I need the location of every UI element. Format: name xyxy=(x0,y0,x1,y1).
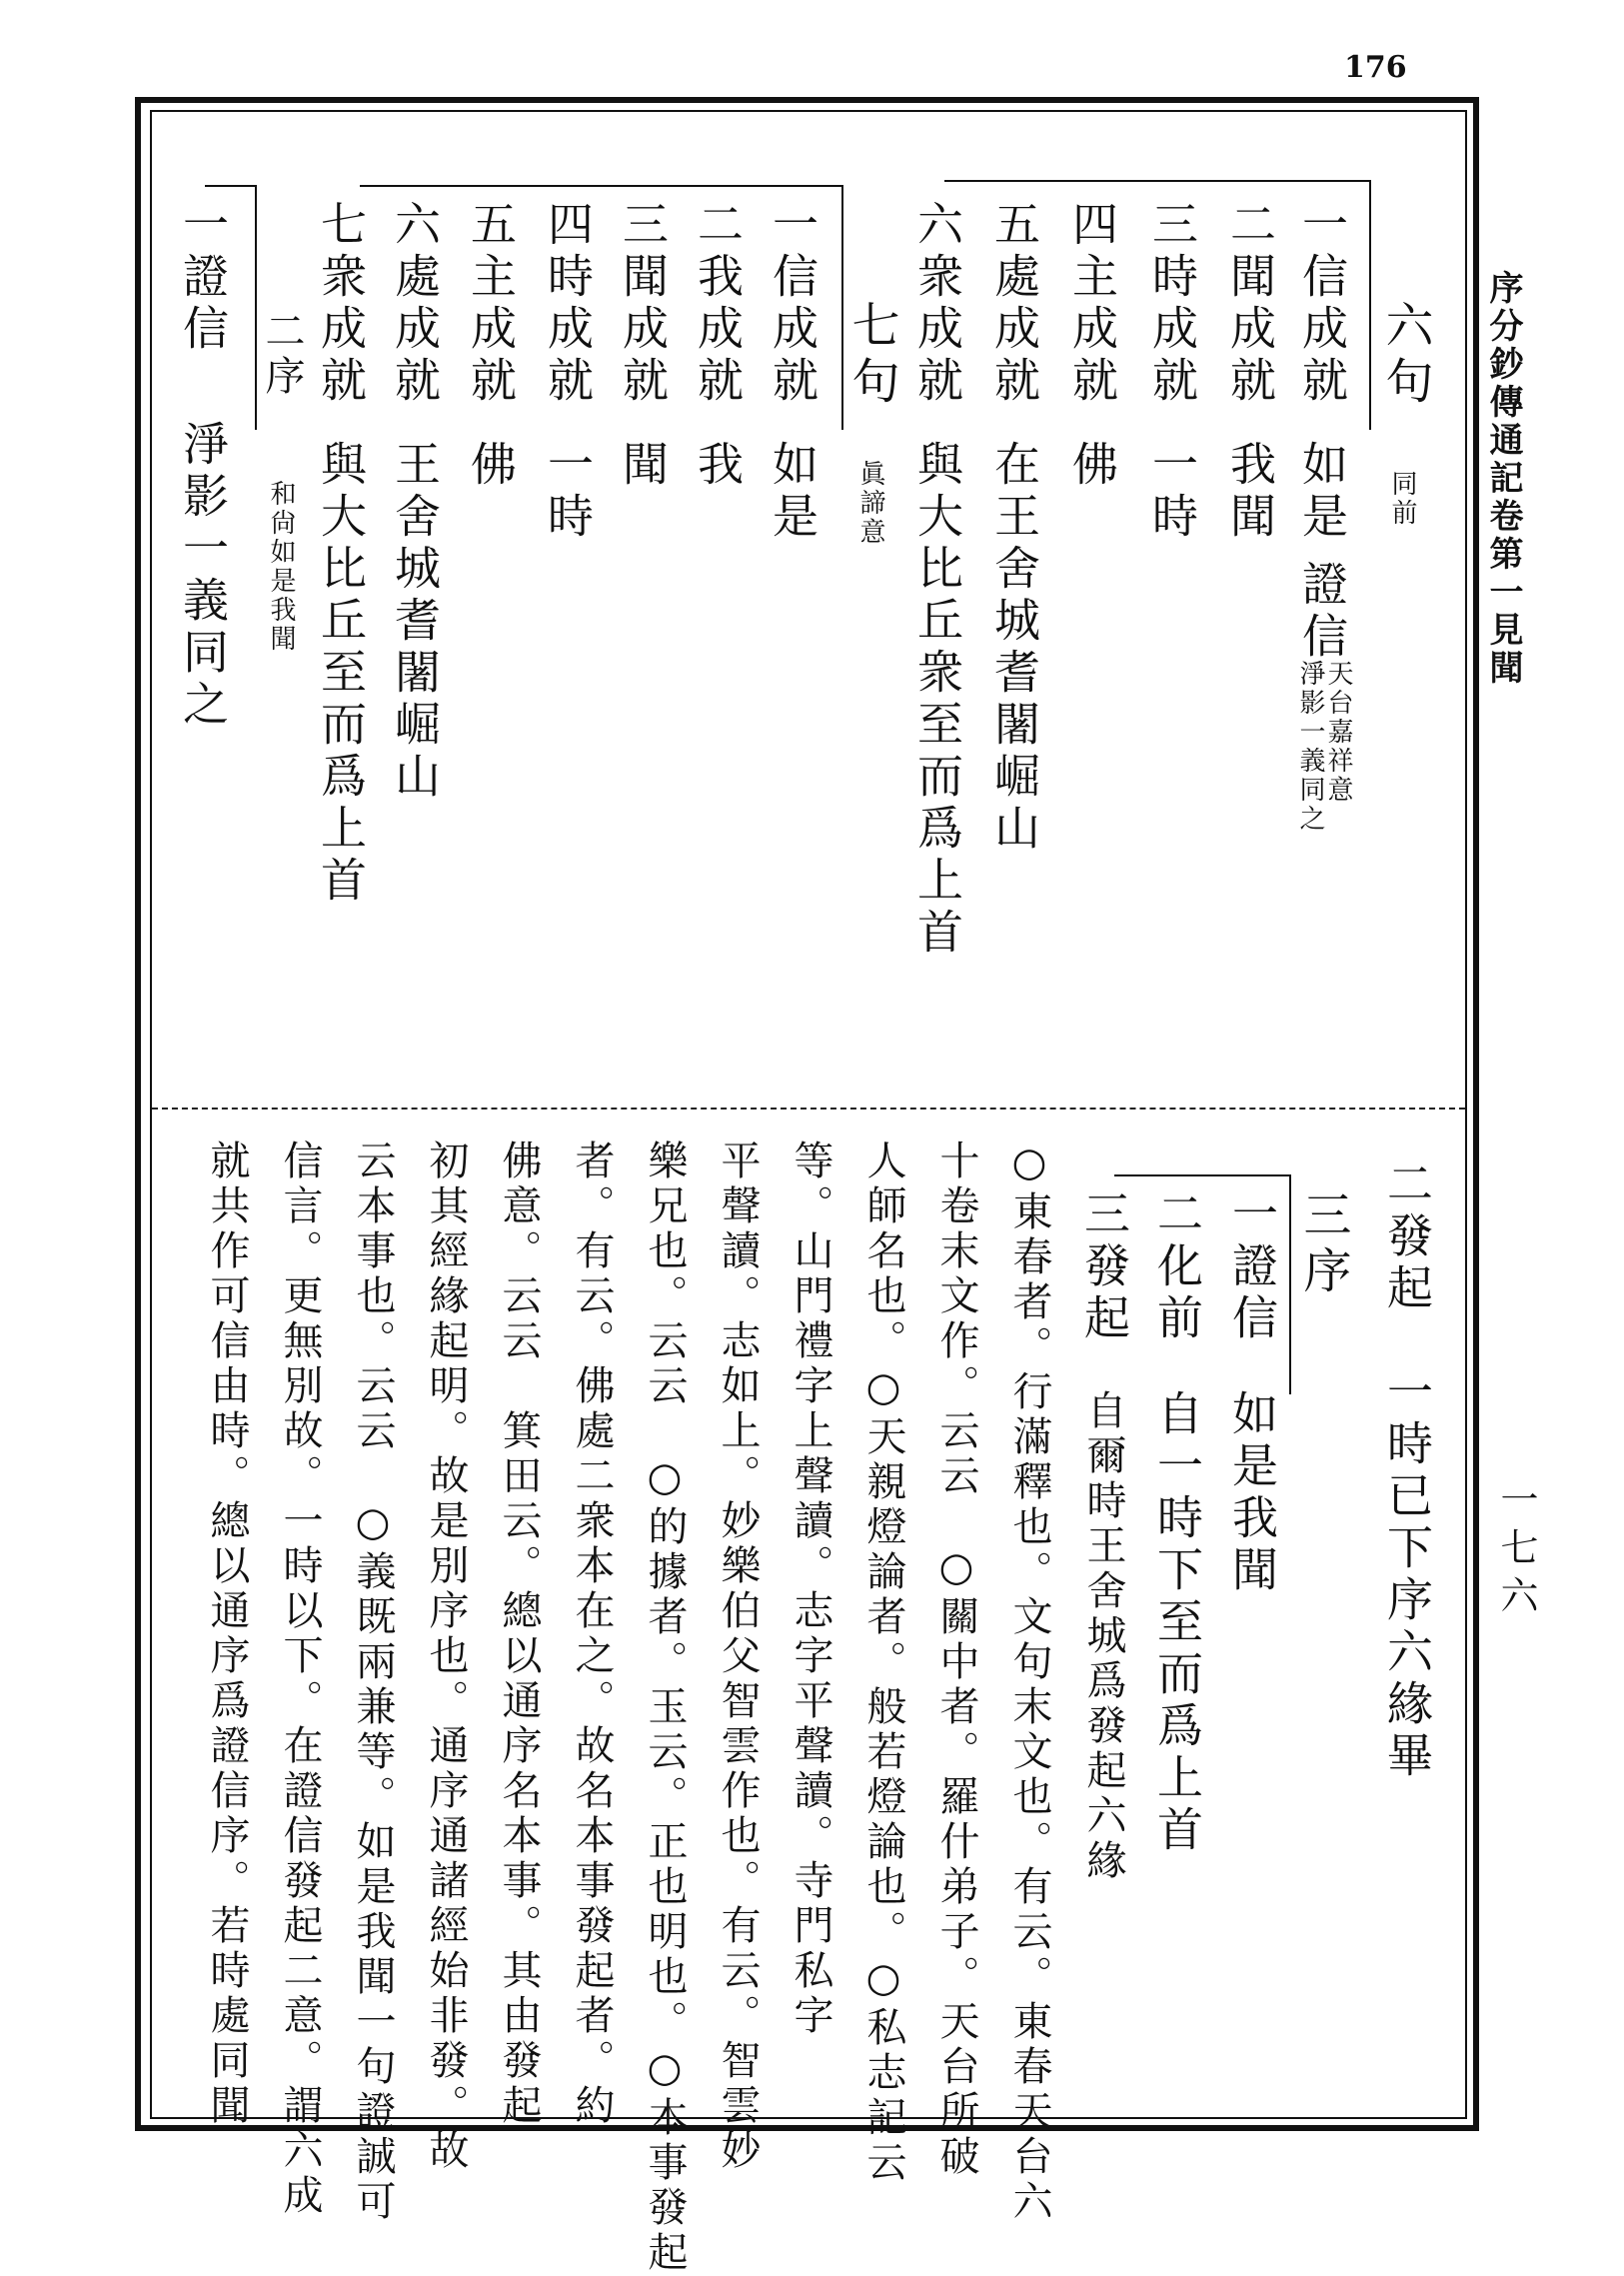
lower-chart-label: 三序 xyxy=(1295,1189,1351,1301)
chart2-label: 七句 xyxy=(843,300,899,412)
chart1-item-5-head: 五處成就 xyxy=(987,200,1041,408)
chart1-item-4-text: 佛 xyxy=(1065,440,1119,492)
lower-chart-bracket-horizontal xyxy=(1114,1174,1289,1176)
chart2-item-6-text: 王舍城耆闍崛山 xyxy=(388,440,442,804)
chart2-bracket-vertical xyxy=(841,185,843,430)
commentary-line-11: 信言。更無別故。一時以下。在證信發起二意。謂六成 xyxy=(277,1139,323,2219)
commentary-line-10: 云本事也。云云 ○義既兩兼等。如是我聞一句證誠可 xyxy=(350,1139,396,2225)
lower-chart-bracket-vertical xyxy=(1289,1174,1291,1394)
chart2-item-1-text: 如是 xyxy=(766,440,819,544)
chart1-bracket-horizontal xyxy=(944,180,1369,182)
commentary-line-4: 等。山門禮字上聲讀。志字平聲讀。寺門私字 xyxy=(788,1139,833,2039)
chart3-item-1-head: 一證信 xyxy=(176,200,230,356)
chart1-item-6-head: 六衆成就 xyxy=(910,200,964,408)
chart2-item-5-text: 佛 xyxy=(464,440,518,492)
chart3-label: 二序 xyxy=(259,310,305,400)
commentary-line-8: 佛意。云云 箕田云。總以通序名本事。其由發起 xyxy=(496,1139,542,2129)
chart2-item-2-text: 我 xyxy=(691,440,745,492)
commentary-line-5: 平聲讀。志如上。妙樂伯父智雲作也。有云。智雲妙 xyxy=(715,1139,761,2174)
chart1-item-6-text: 與大比丘衆至而爲上首 xyxy=(910,440,964,960)
commentary-line-12: 就共作可信由時。總以通序爲證信序。若時處同聞 xyxy=(204,1139,250,2129)
lower-chart-item-1-text: 如是我聞 xyxy=(1225,1389,1279,1597)
chart2-item-2-head: 二我成就 xyxy=(691,200,745,408)
lower-chart-item-1-head: 一證信 xyxy=(1225,1189,1279,1345)
chart3-bracket-horizontal xyxy=(205,185,255,187)
chart1-item-4-head: 四主成就 xyxy=(1065,200,1119,408)
chart2-bracket-horizontal xyxy=(360,185,841,187)
chart2-item-7-head: 七衆成就 xyxy=(314,200,368,408)
chart3-item-1-text: 淨影一義同之 xyxy=(176,420,230,732)
chart1-item-1-head: 一信成就 xyxy=(1295,200,1349,408)
commentary-line-1: ○東春者。行滿釋也。文句末文也。有云。東春天台六 xyxy=(1006,1139,1052,2225)
chart1-label: 六句 xyxy=(1377,300,1433,412)
chart1-item-5-text: 在王舍城耆闍崛山 xyxy=(987,440,1041,856)
section-divider xyxy=(152,1108,1465,1110)
chart3-bracket-vertical xyxy=(255,185,257,430)
chart1-zhengxin-note-b: 淨影一義同之 xyxy=(1295,660,1325,834)
chart2-item-3-head: 三聞成就 xyxy=(616,200,670,408)
commentary-line-3: 人師名也。○天親燈論者。般若燈論也。○私志記云 xyxy=(860,1139,906,2186)
chart1-zhengxin-main: 證信 xyxy=(1295,560,1349,664)
lower-line-a: 二發起 一時已下序六緣畢 xyxy=(1380,1159,1434,1783)
commentary-line-2: 十卷末文作。云云 ○關中者。羅什弟子。天台所破 xyxy=(933,1139,979,2180)
running-header: 序分鈔傳通記卷第一見聞 xyxy=(1483,270,1523,688)
lower-chart-item-3-text: 自爾時王舍城爲發起六緣 xyxy=(1080,1389,1126,1884)
chart1-item-2-text: 我聞 xyxy=(1223,440,1277,544)
chart2-item-3-text: 聞 xyxy=(616,440,670,492)
chart2-note: 眞諦意 xyxy=(855,460,885,547)
chart1-item-1-text: 如是 xyxy=(1295,440,1349,544)
chart2-item-1-head: 一信成就 xyxy=(766,200,819,408)
commentary-line-6: 樂兄也。云云 ○的據者。玉云。正也明也。○本事發起 xyxy=(642,1139,688,2276)
chart2-item-4-text: 一時 xyxy=(541,440,595,544)
lower-chart-item-2-text: 自一時下至而爲上首 xyxy=(1150,1389,1204,1857)
chart1-zhengxin-note-a: 天台嘉祥意 xyxy=(1323,660,1353,805)
lower-chart-item-3-head: 三發起 xyxy=(1077,1189,1131,1345)
commentary-line-9: 初其經緣起明。故是別序也。通序通諸經始非發。故 xyxy=(423,1139,469,2174)
chart3-note: 和尙如是我聞 xyxy=(266,480,296,654)
chart1-item-3-head: 三時成就 xyxy=(1145,200,1199,408)
chart2-item-4-head: 四時成就 xyxy=(541,200,595,408)
chart1-item-3-text: 一時 xyxy=(1145,440,1199,544)
chart2-item-5-head: 五主成就 xyxy=(464,200,518,408)
commentary-line-7: 者。有云。佛處二衆本在之。故名本事發起者。約 xyxy=(569,1139,615,2129)
page-number: 176 xyxy=(1344,50,1407,85)
chart1-item-2-head: 二聞成就 xyxy=(1223,200,1277,408)
chart2-item-6-head: 六處成就 xyxy=(388,200,442,408)
chart2-item-7-text: 與大比丘至而爲上首 xyxy=(314,440,368,908)
lower-chart-item-2-head: 二化前 xyxy=(1150,1189,1204,1345)
folio-number: 一七六 xyxy=(1494,1479,1538,1623)
chart1-note: 同前 xyxy=(1387,470,1417,528)
chart1-bracket-vertical xyxy=(1369,180,1371,430)
